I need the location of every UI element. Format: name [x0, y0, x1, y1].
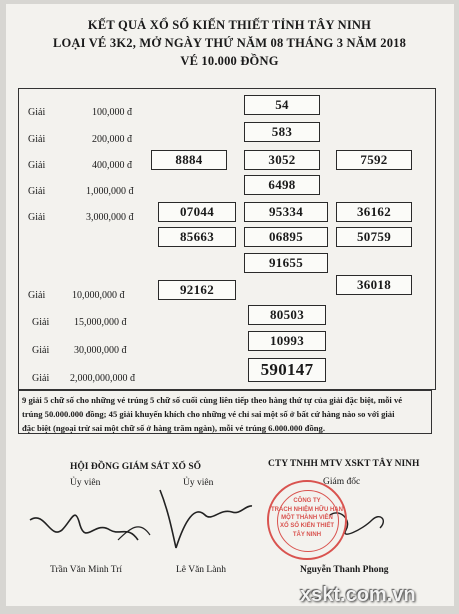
- prize-amount: 1,000,000 đ: [86, 186, 134, 197]
- winning-number: 36018: [336, 275, 412, 295]
- note-line-1: 9 giải 5 chữ số cho những vé trúng 5 chữ số cuối cùng liên tiếp theo hàng thứ tự của giải đặc biệt, mỗi vé: [22, 395, 403, 405]
- prize-label: Giải: [32, 317, 50, 328]
- signer-name-3: Nguyễn Thanh Phong: [300, 565, 389, 575]
- winning-number: 07044: [158, 202, 236, 222]
- prize-amount: 10,000,000 đ: [72, 290, 125, 301]
- winning-number: 95334: [244, 202, 328, 222]
- prize-amount: 200,000 đ: [92, 134, 132, 145]
- prize-label: Giải: [28, 290, 46, 301]
- winning-number: 3052: [244, 150, 320, 170]
- prize-label: Giải: [28, 160, 46, 171]
- prize-amount: 3,000,000 đ: [86, 212, 134, 223]
- council-role-2: Ủy viên: [183, 478, 214, 488]
- winning-number: 36162: [336, 202, 412, 222]
- prize-label: Giải: [32, 373, 50, 384]
- prize-label: Giải: [28, 186, 46, 197]
- winning-number: 06895: [244, 227, 328, 247]
- prize-amount: 15,000,000 đ: [74, 317, 127, 328]
- signature-1-tail: [118, 527, 150, 540]
- winning-number: 91655: [244, 253, 328, 273]
- note-line-3: đặc biệt (ngoại trừ sai một chữ số ở hàng trăm ngàn), mỗi vé trúng 6.000.000 đồng.: [22, 423, 325, 433]
- prize-amount: 30,000,000 đ: [74, 345, 127, 356]
- director-role: Giám đốc: [323, 477, 361, 487]
- note-line-2: trúng 50.000.000 đồng; 45 giải khuyến khích cho những vé chỉ sai một số ở bất cứ hàng nào so với giải: [22, 409, 395, 419]
- winning-number: 10993: [248, 331, 326, 351]
- winning-number: 7592: [336, 150, 412, 170]
- title-line-2: LOẠI VÉ 3K2, MỞ NGÀY THỨ NĂM 08 THÁNG 3 NĂM 2018: [52, 36, 407, 50]
- prize-label: Giải: [32, 345, 50, 356]
- winning-number: 583: [244, 122, 320, 142]
- title-line-1: KẾT QUẢ XỔ SỐ KIẾN THIẾT TỈNH TÂY NINH: [87, 18, 372, 32]
- prize-amount: 100,000 đ: [92, 107, 132, 118]
- signature-2: [160, 490, 252, 548]
- winning-number: 85663: [158, 227, 236, 247]
- winning-number: 54: [244, 95, 320, 115]
- winning-number: 80503: [248, 305, 326, 325]
- winning-number: 50759: [336, 227, 412, 247]
- prize-amount: 2,000,000,000 đ: [70, 373, 135, 384]
- council-role-1: Ủy viên: [70, 478, 101, 488]
- prize-label: Giải: [28, 134, 46, 145]
- special-prize-number: 590147: [248, 358, 326, 382]
- signer-name-2: Lê Văn Lành: [176, 565, 226, 575]
- prize-amount: 400,000 đ: [92, 160, 132, 171]
- winning-number: 92162: [158, 280, 236, 300]
- prize-label: Giải: [28, 212, 46, 223]
- company-seal: CÔNG TY TRÁCH NHIỆM HỮU HẠN MỘT THÀNH VIÊN XỔ SỐ KIẾN THIẾT TÂY NINH: [267, 480, 347, 560]
- council-title: HỘI ĐỒNG GIÁM SÁT XỔ SỐ: [70, 462, 201, 472]
- prize-label: Giải: [28, 107, 46, 118]
- winning-number: 6498: [244, 175, 320, 195]
- winning-number: 8884: [151, 150, 227, 170]
- title-line-3: VÉ 10.000 ĐỒNG: [180, 54, 279, 68]
- company-title: CTY TNHH MTV XSKT TÂY NINH: [268, 459, 420, 469]
- watermark: xskt.com.vn: [300, 584, 416, 606]
- signer-name-1: Trần Văn Minh Trí: [50, 565, 123, 575]
